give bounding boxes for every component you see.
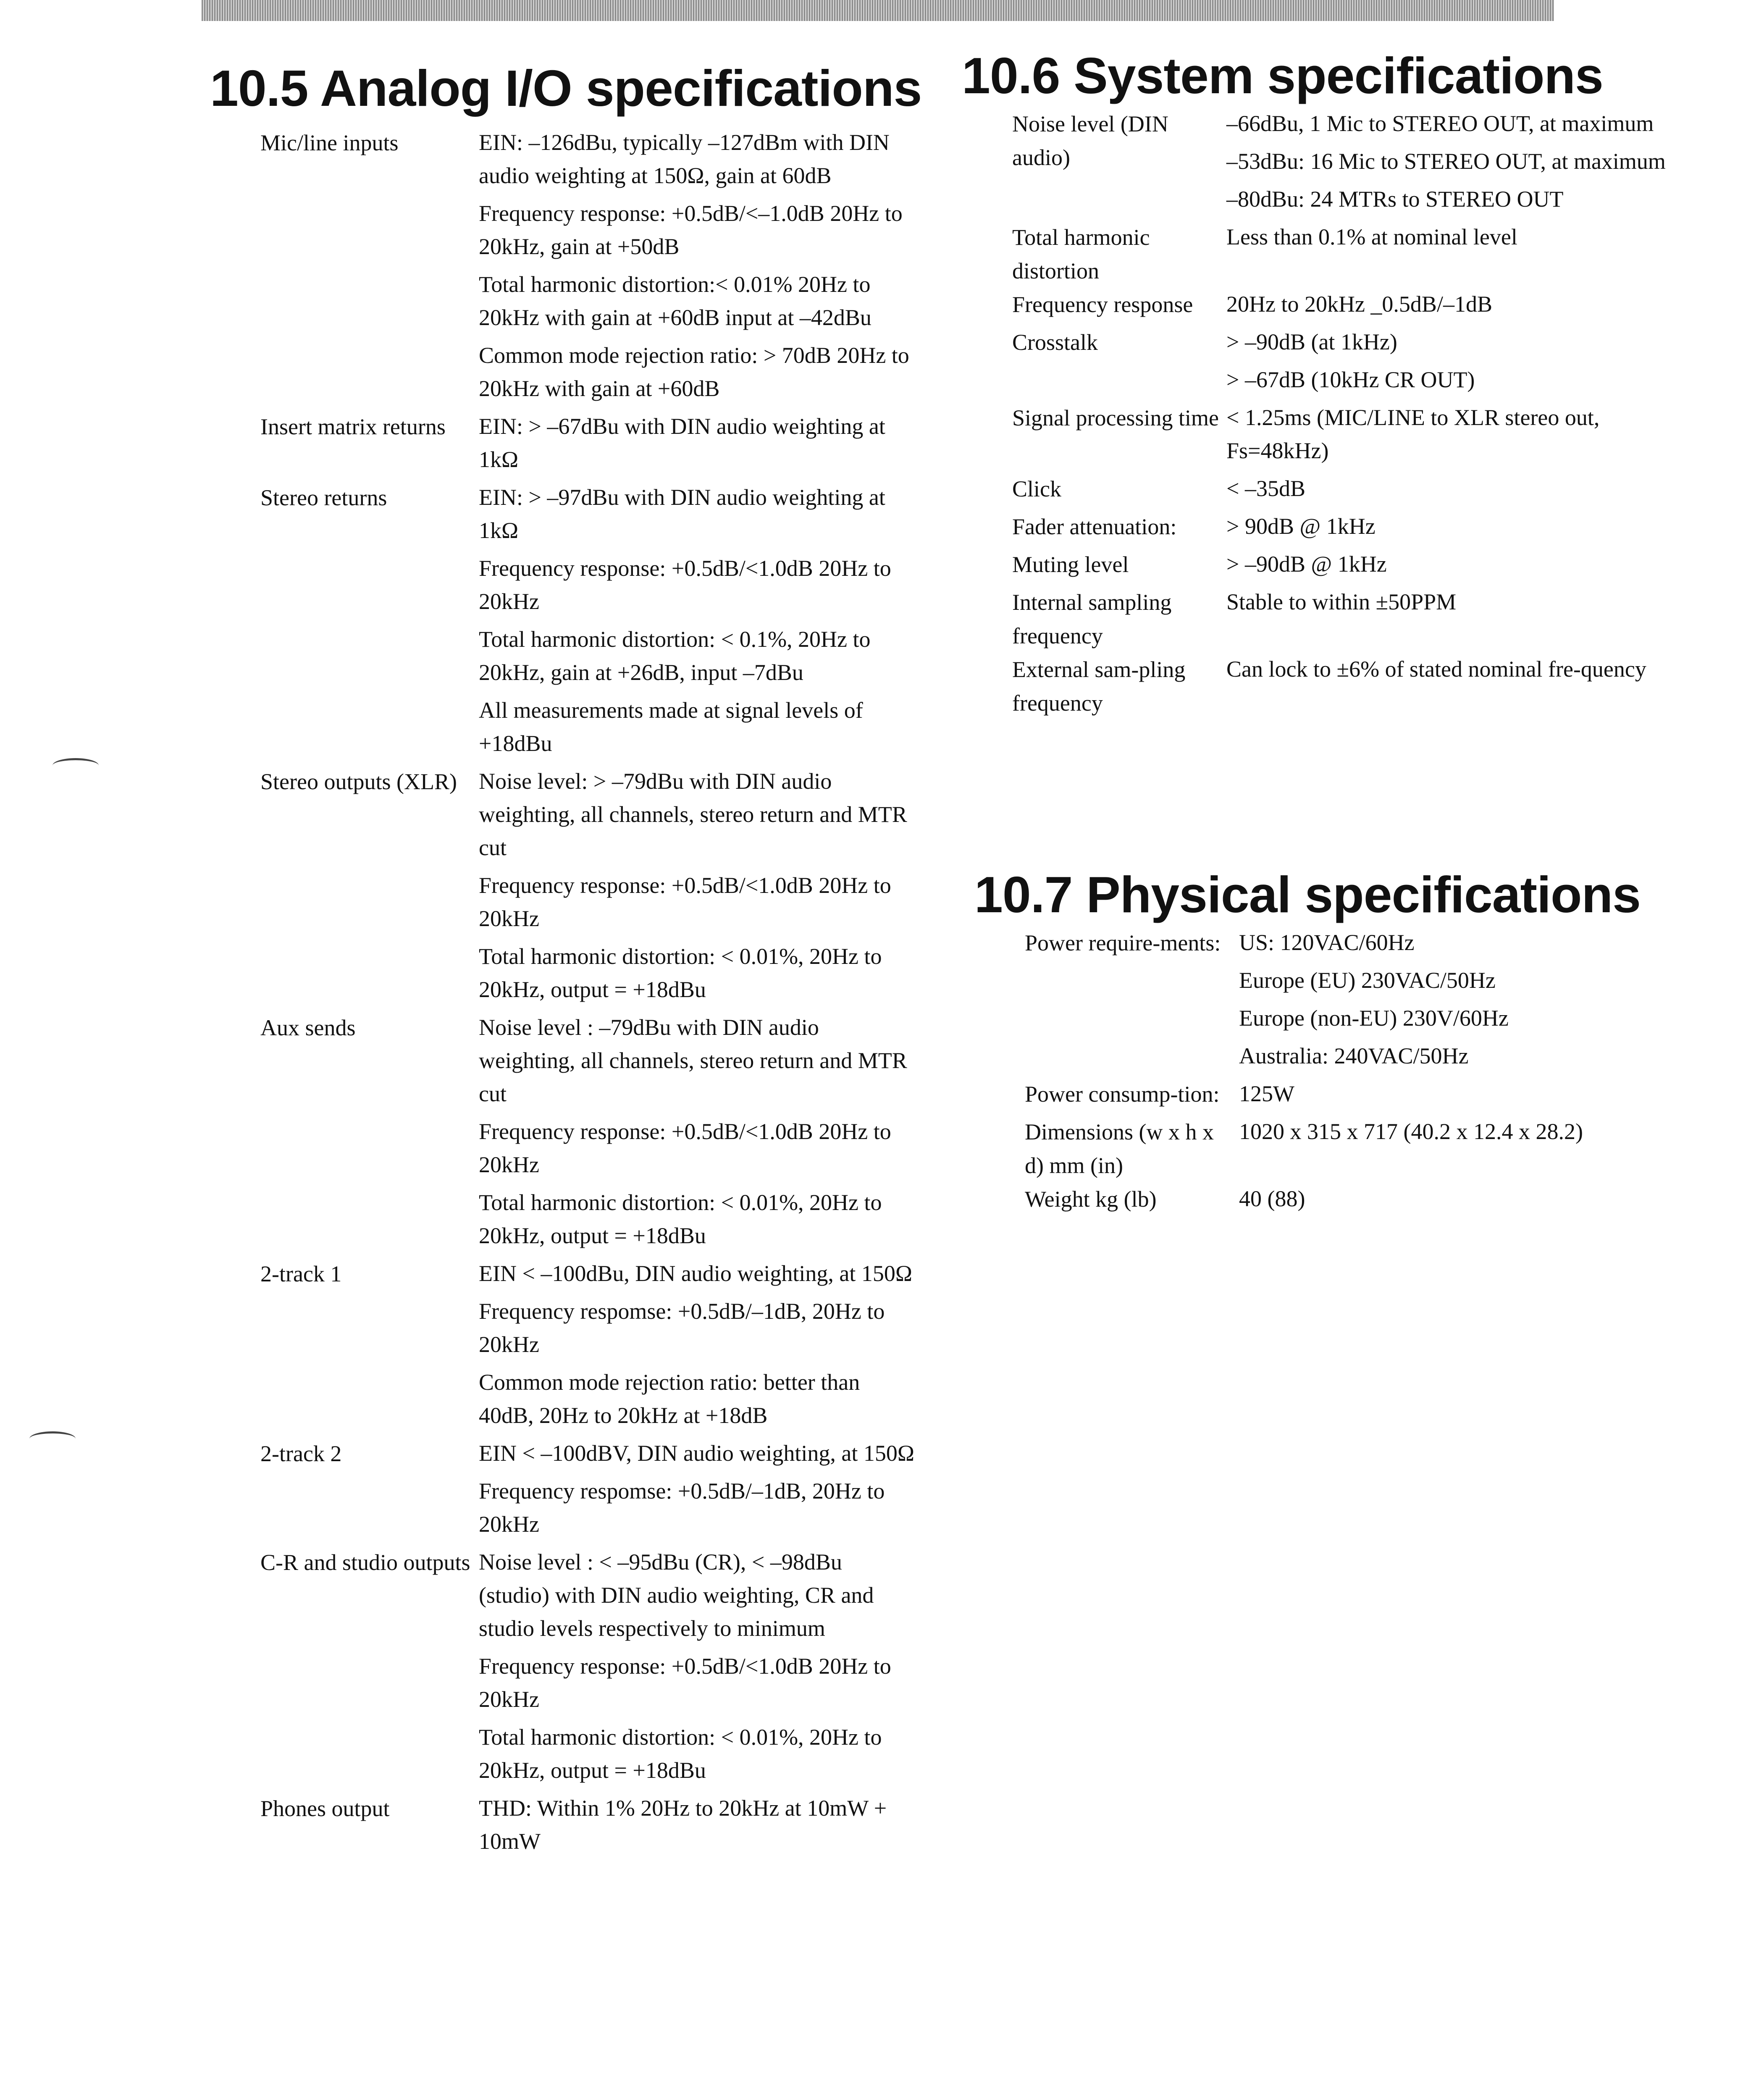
spec-value: Noise level : –79dBu with DIN audio weighting, all channels, stereo return and MTR cut: [479, 1015, 907, 1106]
spec-label: Signal processing time: [1012, 405, 1219, 430]
spec-value: 40 (88): [1239, 1186, 1305, 1211]
spec-label: Mic/line inputs: [260, 130, 399, 155]
top-scan-bar: [202, 0, 1554, 21]
spec-values: [1226, 585, 1676, 653]
spec-label: Internal sampling frequency: [1012, 590, 1172, 648]
spec-row: [1025, 926, 1680, 1077]
spec-value: > –67dB (10kHz CR OUT): [1226, 367, 1475, 392]
spec-value: THD: Within 1% 20Hz to 20kHz at 10mW + 10mW: [479, 1796, 887, 1854]
spec-value: Noise level : < –95dBu (CR), < –98dBu (studio) with DIN audio weighting, CR and studio levels respectively to minimum: [479, 1549, 874, 1641]
spec-row: [1012, 326, 1676, 401]
spec-value: Frequency respomse: +0.5dB/–1dB, 20Hz to 20kHz: [479, 1299, 885, 1357]
analog-io-spec-table: [260, 126, 916, 1863]
spec-value: –80dBu: 24 MTRs to STEREO OUT: [1226, 186, 1564, 212]
spec-value: Common mode rejection ratio: better than 40dB, 20Hz to 20kHz at +18dB: [479, 1370, 860, 1428]
spec-value: EIN < –100dBV, DIN audio weighting, at 150Ω: [479, 1441, 914, 1466]
spec-label: 2-track 1: [260, 1261, 342, 1286]
spec-label: Stereo outputs (XLR): [260, 769, 457, 794]
spec-value: Total harmonic distortion:< 0.01% 20Hz to 20kHz with gain at +60dB input at –42dBu: [479, 272, 872, 330]
spec-row: [1012, 472, 1676, 510]
spec-label: Fader attenuation:: [1012, 514, 1177, 539]
spec-row: [260, 410, 916, 481]
spec-values: [1226, 107, 1676, 220]
spec-label: Crosstalk: [1012, 330, 1098, 355]
spec-value: Total harmonic distortion: < 0.1%, 20Hz to 20kHz, gain at +26dB, input –7dBu: [479, 627, 871, 685]
spec-label: Power consump-tion:: [1025, 1082, 1220, 1107]
section-heading-analog-io: 10.5 Analog I/O specifications: [210, 60, 922, 117]
spec-label: Stereo returns: [260, 485, 387, 510]
spec-label: 2-track 2: [260, 1441, 342, 1466]
spec-value: Noise level: > –79dBu with DIN audio weighting, all channels, stereo return and MTR cut: [479, 769, 907, 860]
spec-label: C-R and studio outputs: [260, 1550, 470, 1575]
spec-row: [1012, 653, 1676, 720]
spec-values: [1226, 510, 1676, 548]
spec-value: Common mode rejection ratio: > 70dB 20Hz to 20kHz with gain at +60dB: [479, 343, 909, 401]
spec-value: Total harmonic distortion: < 0.01%, 20Hz to 20kHz, output = +18dBu: [479, 1190, 882, 1248]
spec-values: [479, 1792, 916, 1863]
spec-row: [260, 1011, 916, 1257]
spec-value: All measurements made at signal levels of +18dBu: [479, 698, 863, 756]
spec-value: US: 120VAC/60Hz: [1239, 930, 1415, 955]
spec-value: > –90dB @ 1kHz: [1226, 551, 1387, 577]
spec-values: [479, 765, 916, 1011]
spec-values: [479, 410, 916, 481]
spec-value: Europe (EU) 230VAC/50Hz: [1239, 968, 1496, 993]
spec-label: Total harmonic distortion: [1012, 225, 1150, 284]
spec-values: [1239, 1182, 1680, 1220]
spec-value: 1020 x 315 x 717 (40.2 x 12.4 x 28.2): [1239, 1119, 1583, 1144]
spec-value: Frequency response: +0.5dB/<1.0dB 20Hz to 20kHz: [479, 1119, 891, 1177]
spec-row: [1012, 220, 1676, 288]
spec-label: Power require-ments:: [1025, 930, 1221, 956]
spec-value: < 1.25ms (MIC/LINE to XLR stereo out, Fs=48kHz): [1226, 405, 1600, 463]
physical-spec-table: [1025, 926, 1680, 1220]
spec-value: EIN: > –97dBu with DIN audio weighting at 1kΩ: [479, 485, 885, 543]
spec-value: Europe (non-EU) 230V/60Hz: [1239, 1005, 1509, 1031]
spec-values: [1226, 326, 1676, 401]
spec-value: EIN: –126dBu, typically –127dBm with DIN audio weighting at 150Ω, gain at 60dB: [479, 130, 890, 188]
section-heading-system: 10.6 System specifications: [962, 47, 1603, 104]
spec-row: [260, 126, 916, 410]
spec-label: Dimensions (w x h x d) mm (in): [1025, 1119, 1214, 1178]
spec-value: –53dBu: 16 Mic to STEREO OUT, at maximum: [1226, 149, 1666, 174]
spec-row: [260, 1546, 916, 1792]
spec-value: Frequency response: +0.5dB/<1.0dB 20Hz to 20kHz: [479, 556, 891, 614]
spec-row: [1025, 1077, 1680, 1115]
spec-values: [1226, 548, 1676, 585]
spec-value: Total harmonic distortion: < 0.01%, 20Hz to 20kHz, output = +18dBu: [479, 944, 882, 1002]
spec-row: [1012, 585, 1676, 653]
spec-label: Frequency response: [1012, 292, 1193, 317]
spec-value: 20Hz to 20kHz _0.5dB/–1dB: [1226, 291, 1492, 317]
spec-value: Frequency response: +0.5dB/<–1.0dB 20Hz to 20kHz, gain at +50dB: [479, 201, 903, 259]
spec-label: Noise level (DIN audio): [1012, 111, 1168, 170]
spec-row: [260, 765, 916, 1011]
spec-value: Less than 0.1% at nominal level: [1226, 224, 1517, 249]
spec-values: [1239, 1077, 1680, 1115]
spec-value: Frequency respomse: +0.5dB/–1dB, 20Hz to 20kHz: [479, 1478, 885, 1537]
spec-values: [1226, 401, 1676, 472]
spec-row: [1025, 1182, 1680, 1220]
spec-row: [260, 1437, 916, 1546]
spec-values: [479, 1437, 916, 1546]
spec-value: < –35dB: [1226, 476, 1305, 501]
spec-value: Australia: 240VAC/50Hz: [1239, 1043, 1469, 1068]
spec-value: 125W: [1239, 1081, 1294, 1106]
margin-mark: [29, 1431, 76, 1446]
spec-row: [1012, 510, 1676, 548]
spec-values: [479, 481, 916, 765]
spec-row: [1012, 107, 1676, 220]
spec-values: [1226, 288, 1676, 326]
spec-values: [479, 1011, 916, 1257]
spec-values: [1226, 472, 1676, 510]
spec-values: [479, 1257, 916, 1437]
spec-label: Weight kg (lb): [1025, 1186, 1157, 1212]
spec-values: [1239, 926, 1680, 1077]
spec-label: Insert matrix returns: [260, 414, 446, 439]
spec-row: [1012, 548, 1676, 585]
spec-values: [479, 126, 916, 410]
spec-label: Phones output: [260, 1796, 390, 1821]
spec-values: [1226, 653, 1676, 720]
spec-label: Muting level: [1012, 552, 1129, 577]
spec-value: > –90dB (at 1kHz): [1226, 329, 1397, 354]
spec-label: Aux sends: [260, 1015, 356, 1040]
spec-value: > 90dB @ 1kHz: [1226, 514, 1376, 539]
spec-row: [260, 1792, 916, 1863]
spec-value: Stable to within ±50PPM: [1226, 589, 1457, 614]
spec-row: [1012, 401, 1676, 472]
spec-row: [260, 481, 916, 765]
spec-values: [479, 1546, 916, 1792]
spec-row: [1012, 288, 1676, 326]
spec-value: EIN: > –67dBu with DIN audio weighting at 1kΩ: [479, 414, 885, 472]
spec-value: Can lock to ±6% of stated nominal fre-quency: [1226, 656, 1646, 682]
system-spec-table: [1012, 107, 1676, 720]
spec-value: EIN < –100dBu, DIN audio weighting, at 150Ω: [479, 1261, 912, 1286]
spec-value: –66dBu, 1 Mic to STEREO OUT, at maximum: [1226, 111, 1654, 136]
spec-value: Total harmonic distortion: < 0.01%, 20Hz to 20kHz, output = +18dBu: [479, 1725, 882, 1783]
spec-row: [1025, 1115, 1680, 1182]
spec-value: Frequency response: +0.5dB/<1.0dB 20Hz to 20kHz: [479, 1654, 891, 1712]
margin-mark: [52, 758, 99, 773]
spec-label: External sam-pling frequency: [1012, 657, 1186, 716]
section-heading-physical: 10.7 Physical specifications: [974, 866, 1641, 923]
spec-values: [1239, 1115, 1680, 1182]
spec-row: [260, 1257, 916, 1437]
spec-values: [1226, 220, 1676, 288]
spec-label: Click: [1012, 476, 1061, 501]
spec-value: Frequency response: +0.5dB/<1.0dB 20Hz to 20kHz: [479, 873, 891, 931]
